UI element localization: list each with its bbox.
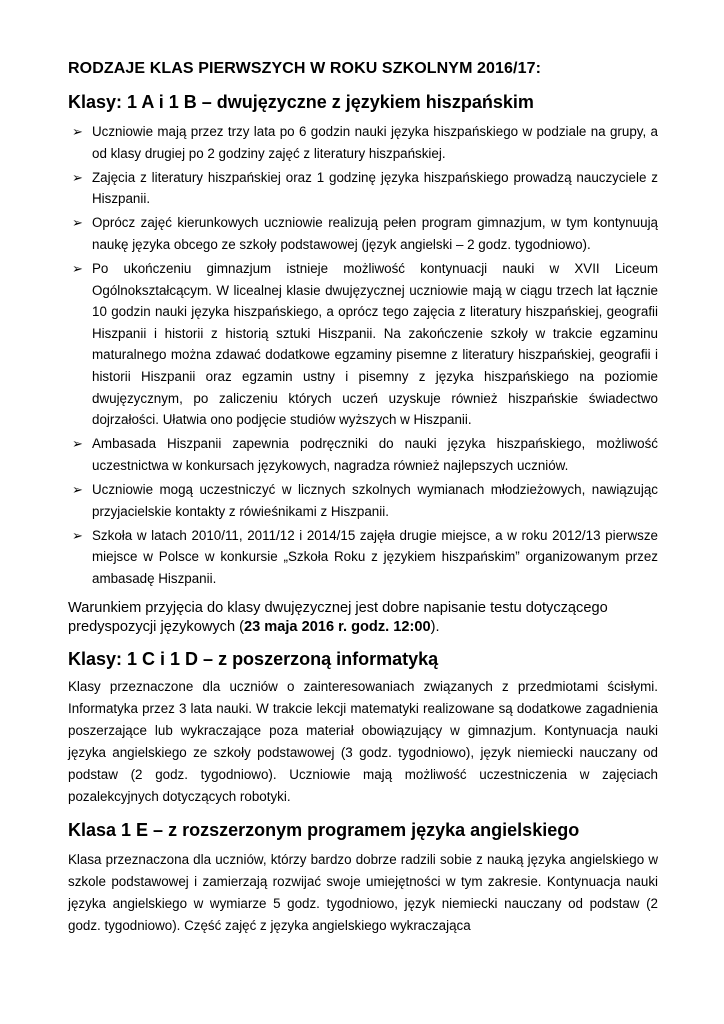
bullet-list-1ab: [68, 121, 658, 589]
list-item: [68, 479, 658, 522]
admission-note-text: Warunkiem przyjęcia do klasy dwujęzycznej jest dobre napisanie testu dotyczącego predyspozycji językowych (: [68, 600, 608, 636]
list-item-text: Szkoła w latach 2010/11, 2011/12 i 2014/15 zajęła drugie miejsce, a w roku 2012/13 pierwsze miejsce w Polsce w konkursie „Szkoła Roku z językiem hiszpańskim” organizowanym przez ambasadę Hiszpanii.: [92, 527, 658, 586]
section-heading-1ab: Klasy: 1 A i 1 B – dwujęzyczne z językiem hiszpańskim: [68, 92, 534, 112]
admission-test-date: 23 maja 2016 r. godz. 12:00: [244, 619, 431, 636]
arrow-bullet-icon: ➢: [72, 482, 83, 497]
section-paragraph-1e: Klasa przeznaczona dla uczniów, którzy bardzo dobrze radzili sobie z nauką języka angielskiego w szkole podstawowej i zamierzają rozwijać swoje umiejętności w tym zakresie. Kontynuacja nauki języka angielskiego w wymiarze 5 godz. tygodniowo, język niemiecki nauczany od podstaw (2 godz. tygodniowo). Część zajęć z języka angielskiego wykraczająca: [68, 852, 658, 934]
arrow-bullet-icon: ➢: [72, 215, 83, 231]
list-item-text: Ambasada Hiszpanii zapewnia podręczniki do nauki języka hiszpańskiego, możliwość uczestnictwa w konkursach językowych, nagradza również najlepszych uczniów.: [92, 436, 658, 473]
arrow-bullet-icon: ➢: [72, 436, 83, 452]
list-item-text: Uczniowie mogą uczestniczyć w licznych szkolnych wymianach młodzieżowych, nawiązując przyjacielskie kontakty z rówieśnikami z Hiszpanii.: [92, 482, 658, 519]
arrow-bullet-icon: ➢: [72, 261, 83, 277]
arrow-bullet-icon: ➢: [72, 124, 83, 139]
section-heading-1cd: Klasy: 1 C i 1 D – z poszerzoną informatyką: [68, 649, 439, 670]
list-item: [68, 433, 658, 476]
list-item: [68, 212, 658, 255]
document-title: RODZAJE KLAS PIERWSZYCH W ROKU SZKOLNYM 2016/17:: [68, 60, 542, 77]
section-heading-1e: Klasa 1 E – z rozszerzonym programem języka angielskiego: [68, 820, 580, 841]
list-item-text: Po ukończeniu gimnazjum istnieje możliwość kontynuacji nauki w XVII Liceum Ogólnokształcącym. W licealnej klasie dwujęzycznej uczniowie mają w ciągu trzech lat łącznie 10 godzin nauki języka hiszpańskiego, a oprócz tego zajęcia z literatury hiszpańskiej, geografii Hiszpanii i historii z historią sztuki Hiszpanii. Na zakończenie szkoły w trakcie egzaminu maturalnego można zdawać dodatkowe egzaminy pisemne z literatury hiszpańskiej, geografii i historii Hiszpanii oraz egzamin ustny i pisemny z języka hiszpańskiego na poziomie dwujęzycznym, po zaliczeniu których uczeń uzyskuje również hiszpańskie świadectwo dojrzałości. Ułatwia ono podjęcie studiów wyższych w Hiszpanii.: [92, 261, 658, 428]
section-paragraph-1cd: Klasy przeznaczone dla uczniów o zainteresowaniach związanych z przedmiotami ścisłymi. Informatyka przez 3 lata nauki. W trakcie lekcji matematyki realizowane są dodatkowe zagadnienia poszerzające lub wykraczające poza materiał obowiązujący w gimnazjum. Kontynuacja nauki języka angielskiego ze szkoły podstawowej (3 godz. tygodniowo), język niemiecki nauczany od podstaw (2 godz. tygodniowo). Uczniowie mają możliwość uczestniczenia w zajęciach pozalekcyjnych dotyczących robotyki.: [68, 679, 658, 805]
list-item: [68, 525, 658, 590]
list-item-text: Zajęcia z literatury hiszpańskiej oraz 1 godzinę języka hiszpańskiego prowadzą nauczyciele z Hiszpanii.: [92, 169, 658, 207]
arrow-bullet-icon: ➢: [72, 169, 83, 185]
arrow-bullet-icon: ➢: [72, 527, 83, 543]
list-item-text: Uczniowie mają przez trzy lata po 6 godzin nauki języka hiszpańskiego w podziale na grupy, a od klasy drugiej po 2 godziny zajęć z literatury hiszpańskiej.: [92, 124, 658, 161]
admission-note: [68, 599, 658, 637]
list-item: [68, 167, 658, 210]
list-item: [68, 258, 658, 431]
admission-note-end: ).: [430, 619, 440, 636]
list-item-text: Oprócz zajęć kierunkowych uczniowie realizują pełen program gimnazjum, w tym kontynuują naukę języka obcego ze szkoły podstawowej (język angielski – 2 godz. tygodniowo).: [92, 215, 658, 252]
list-item: [68, 121, 658, 164]
